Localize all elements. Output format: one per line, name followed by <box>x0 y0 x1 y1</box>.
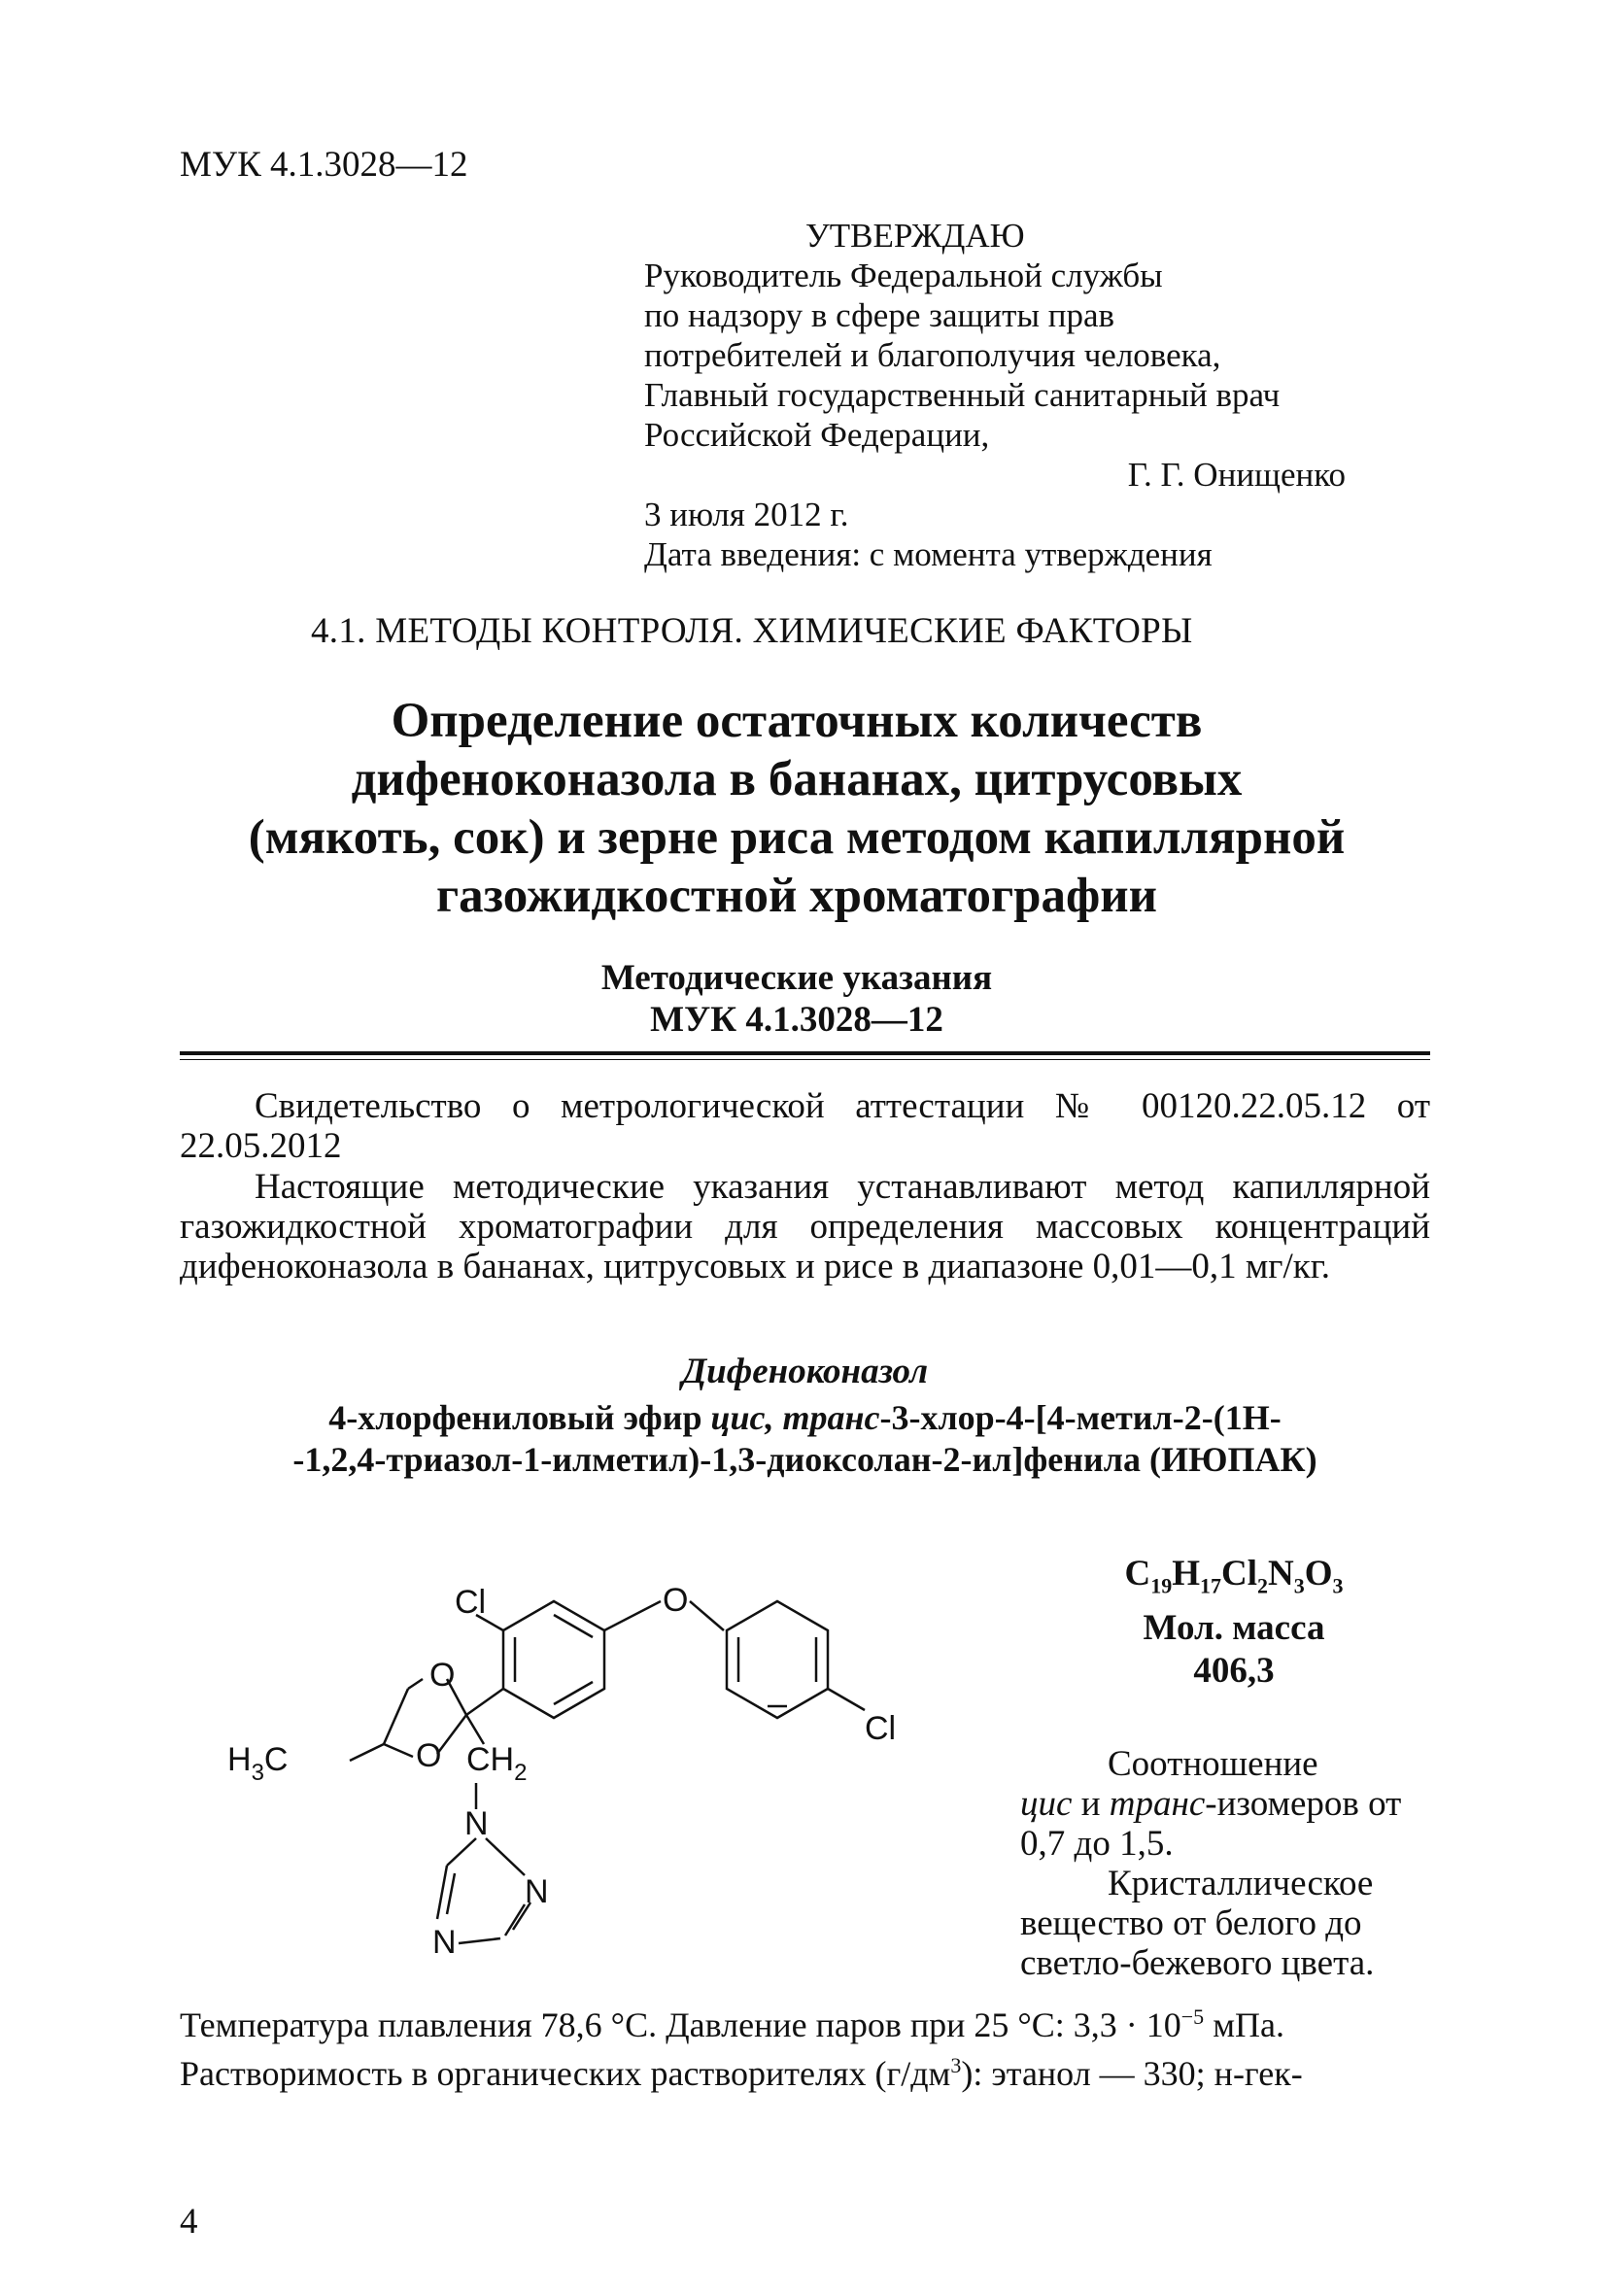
iupac-italic: цис, транс <box>710 1398 880 1437</box>
molar-mass-label: Мол. масса <box>1143 1608 1325 1649</box>
nitrogen-label: N <box>464 1805 489 1842</box>
physical-state: Кристаллическое вещество от белого до светло-бежевого цвета. <box>1020 1864 1375 1983</box>
phenyl-ring <box>727 1601 828 1718</box>
subtitle-line: Методические указания <box>600 958 993 998</box>
effective-date: Дата введения: с момента утверждения <box>644 535 1213 573</box>
document-code: МУК 4.1.3028—12 <box>180 145 468 185</box>
isomer-ratio: Соотношение цис и транс-изомеров от 0,7 до 1,5. <box>1020 1744 1402 1864</box>
approval-date: 3 июля 2012 г. <box>644 496 849 533</box>
formula-block <box>1049 1553 1419 1693</box>
iupac-line: -1,2,4-триазол-1-илметил)-1,3-диоксолан-2-ил]фенила (ИЮПАК) <box>292 1440 1317 1479</box>
oxygen-bridge-label: O <box>663 1582 689 1619</box>
isomer-description <box>1020 1744 1430 1983</box>
divider-thin <box>180 1059 1430 1060</box>
approval-heading: УТВЕРЖДАЮ <box>805 217 1025 255</box>
document-title <box>146 692 1448 925</box>
intro-paragraph <box>180 1167 1430 1286</box>
subtitle-code: МУК 4.1.3028—12 <box>650 1000 943 1040</box>
iupac-part: -3-хлор-4-[4-метил-2-(1Н- <box>879 1398 1282 1437</box>
title-line: (мякоть, сок) и зерне риса методом капиллярной <box>248 810 1346 865</box>
title-line: дифеноконазола в бананах, цитрусовых <box>351 752 1243 806</box>
approval-line: потребителей и благополучия человека, <box>644 336 1221 374</box>
compound-name: Дифеноконазол <box>681 1352 929 1391</box>
page-number: 4 <box>180 2202 198 2242</box>
chlorine-label: Cl <box>865 1710 897 1747</box>
oxygen-ring-label: O <box>416 1737 442 1774</box>
molecular-formula: $C_{19}H_{17}Cl_2N_3O_3$ <box>1124 1554 1344 1598</box>
nitrogen-label: N <box>525 1873 549 1910</box>
approval-block <box>644 216 1412 574</box>
properties-paragraph <box>180 1997 1430 2094</box>
chlorophenyl-ring <box>503 1601 604 1718</box>
methylene-label: $CH_2$ <box>466 1741 528 1786</box>
divider-thick <box>180 1051 1430 1055</box>
section-heading: 4.1. МЕТОДЫ КОНТРОЛЯ. ХИМИЧЕСКИЕ ФАКТОРЫ <box>311 611 1193 651</box>
iupac-part: 4-хлорфениловый эфир <box>328 1398 711 1437</box>
approval-line: Российской Федерации, <box>644 416 990 454</box>
approval-signer: Г. Г. Онищенко <box>1127 456 1346 494</box>
molar-mass-value: 406,3 <box>1193 1651 1275 1692</box>
document-subtitle <box>146 957 1448 1041</box>
certificate-paragraph <box>180 1086 1430 1166</box>
approval-line: по надзору в сфере защиты прав <box>644 296 1115 334</box>
nitrogen-label: N <box>432 1924 457 1961</box>
approval-line: Руководитель Федеральной службы <box>644 257 1163 294</box>
melting-line: Температура плавления 78,6 °С. Давление паров при 25 °С: $3,3 \cdot 10^{-5}$ мПа. <box>180 2005 1284 2044</box>
certificate-text: Свидетельство о метрологической аттестации № 00120.22.05.12 от 22.05.2012 <box>180 1086 1430 1166</box>
title-line: Определение остаточных количеств <box>391 694 1203 748</box>
structural-formula <box>204 1545 981 1972</box>
chlorine-label: Cl <box>455 1584 487 1621</box>
title-line: газожидкостной хроматографии <box>435 869 1158 923</box>
approval-line: Главный государственный санитарный врач <box>644 376 1281 414</box>
intro-text: Настоящие методические указания устанавливают метод капиллярной газожидкостной хроматографии для определения массовых концентраций дифеноконазола в бананах, цитрусовых и рисе в диапазоне 0,01—0,1 мг/кг. <box>180 1167 1430 1286</box>
solubility-line: Растворимость в органических растворителях $(г/дм^3)$: этанол — 330; н-гек- <box>180 2053 1303 2093</box>
iupac-name <box>180 1397 1430 1481</box>
methyl-label: $H_3C$ <box>227 1741 289 1786</box>
oxygen-ring-label: O <box>429 1657 456 1694</box>
